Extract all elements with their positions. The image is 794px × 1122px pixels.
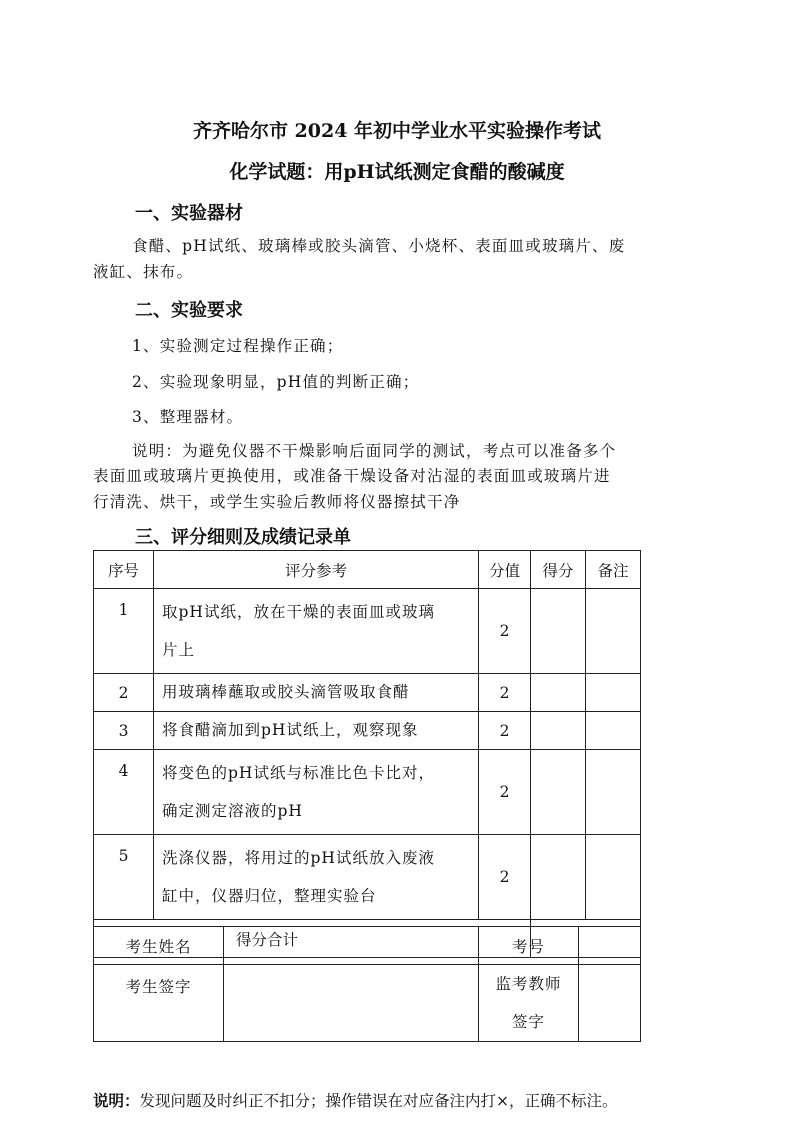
row-points: 2 [479, 835, 531, 920]
total-label: 得分合计 [94, 920, 531, 958]
row-number: 2 [94, 674, 154, 712]
row-points: 2 [479, 674, 531, 712]
footer-note [93, 1089, 618, 1111]
candidate-info-table [93, 926, 641, 1042]
table-row [94, 750, 641, 835]
row-remarks-cell[interactable] [586, 750, 641, 835]
row-score-cell[interactable] [531, 835, 586, 920]
table-row [94, 835, 641, 920]
table-row [94, 674, 641, 712]
footer-note-text: 发现问题及时纠正不扣分；操作错误在对应备注内打×，正确不标注。 [139, 1092, 618, 1110]
candidate-signature-label: 考生签字 [94, 965, 224, 1042]
candidate-name-cell[interactable] [224, 927, 479, 965]
candidate-signature-cell[interactable] [224, 965, 479, 1042]
requirement-note-line-2: 表面皿或玻璃片更换使用，或准备干燥设备对沾湿的表面皿或玻璃片进 [93, 467, 611, 485]
row-score-cell[interactable] [531, 674, 586, 712]
proctor-signature-cell[interactable] [579, 965, 641, 1042]
section-heading-requirements: 二、实验要求 [135, 300, 243, 321]
row-number: 1 [94, 589, 154, 674]
table-row [94, 589, 641, 674]
table-header-row [94, 551, 641, 589]
row-description: 取pH试纸，放在干燥的表面皿或玻璃 片上 [154, 589, 479, 674]
requirement-item-2: 2、实验现象明显，pH值的判断正确； [132, 373, 420, 391]
page-title: 齐齐哈尔市 2024 年初中学业水平实验操作考试 [192, 120, 602, 142]
row-remarks-cell[interactable] [586, 835, 641, 920]
equipment-text-line-2: 液缸、抹布。 [93, 263, 194, 281]
row-score-cell[interactable] [531, 750, 586, 835]
header-score: 得分 [531, 551, 586, 589]
requirement-note-line-3: 行清洗、烘干，或学生实验后教师将仪器擦拭干净 [93, 493, 461, 511]
header-points: 分值 [479, 551, 531, 589]
scoring-table [93, 550, 641, 958]
section-heading-scoring: 三、评分细则及成绩记录单 [135, 527, 351, 548]
exam-number-label: 考号 [479, 927, 579, 965]
row-remarks-cell[interactable] [586, 712, 641, 750]
requirement-item-3: 3、整理器材。 [132, 408, 244, 426]
row-score-cell[interactable] [531, 589, 586, 674]
row-points: 2 [479, 750, 531, 835]
row-number: 4 [94, 750, 154, 835]
row-description: 将食醋滴加到pH试纸上，观察现象 [154, 712, 479, 750]
proctor-signature-label: 监考教师 签字 [479, 965, 579, 1042]
row-points: 2 [479, 712, 531, 750]
header-seq: 序号 [94, 551, 154, 589]
row-remarks-cell[interactable] [586, 674, 641, 712]
row-description: 洗涤仪器，将用过的pH试纸放入废液 缸中，仪器归位，整理实验台 [154, 835, 479, 920]
row-remarks-cell[interactable] [586, 589, 641, 674]
section-heading-equipment: 一、实验器材 [135, 203, 243, 224]
equipment-text-line-1: 食醋、pH试纸、玻璃棒或胶头滴管、小烧杯、表面皿或玻璃片、废 [132, 237, 626, 255]
table-row [94, 712, 641, 750]
footer-note-label: 说明： [93, 1091, 140, 1110]
header-reference: 评分参考 [154, 551, 479, 589]
row-description: 用玻璃棒蘸取或胶头滴管吸取食醋 [154, 674, 479, 712]
row-number: 3 [94, 712, 154, 750]
row-number: 5 [94, 835, 154, 920]
requirement-item-1: 1、实验测定过程操作正确； [132, 337, 344, 355]
row-points: 2 [479, 589, 531, 674]
header-remarks: 备注 [586, 551, 641, 589]
row-score-cell[interactable] [531, 712, 586, 750]
candidate-name-label: 考生姓名 [94, 927, 224, 965]
exam-number-cell[interactable] [579, 927, 641, 965]
requirement-note-line-1: 说明：为避免仪器不干燥影响后面同学的测试，考点可以准备多个 [132, 442, 617, 460]
row-description: 将变色的pH试纸与标准比色卡比对， 确定测定溶液的pH [154, 750, 479, 835]
page-subtitle: 化学试题：用pH试纸测定食醋的酸碱度 [229, 161, 565, 183]
